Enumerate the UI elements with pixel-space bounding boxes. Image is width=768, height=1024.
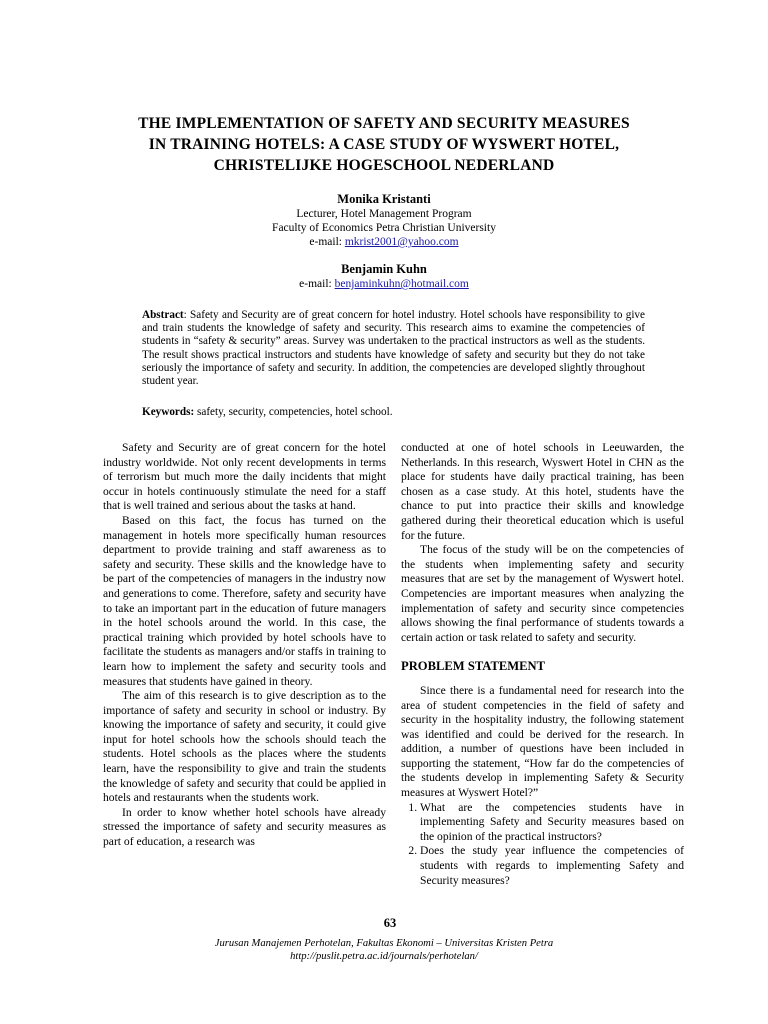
author-email-line: [100, 277, 668, 291]
author-name: Benjamin Kuhn: [341, 262, 427, 276]
footer: [100, 937, 668, 963]
footer-journal: Jurusan Manajemen Perhotelan, Fakultas Ekonomi – Universitas Kristen Petra: [214, 938, 554, 949]
body-paragraph: conducted at one of hotel schools in Leeuwarden, the Netherlands. In this research, Wyswert Hotel in CHN as the place for students have daily practical training, has been chosen as a case study. At this hotel, students have the chance to put into practice their skills and knowledge gathered during their theoretical education which is useful for the future.: [401, 441, 684, 542]
keywords-label: Keywords:: [142, 406, 195, 418]
abstract-label: Abstract: [142, 309, 184, 321]
author-role: Lecturer, Hotel Management Program: [296, 208, 472, 220]
abstract: [142, 309, 645, 388]
body-paragraph: In order to know whether hotel schools have already stressed the importance of safety and security measures as part of education, a research was: [103, 805, 386, 849]
list-item: 2. Does the study year influence the competencies of students with regards to implementing Safety and Security measures?: [420, 844, 684, 888]
body-paragraph: Safety and Security are of great concern for the hotel industry worldwide. Not only recent developments in terms of terrorism but much more the daily incidents that might occur in hotels continuously stimulate the need for a staff that is well trained and serious about the tasks at hand.: [103, 441, 386, 513]
list-item: 1. What are the competencies students have in implementing Safety and Security measures based on the opinion of the practical instructors?: [420, 801, 684, 845]
author-name: Monika Kristanti: [337, 192, 431, 206]
author-email-link[interactable]: mkrist2001@yahoo.com: [344, 236, 459, 248]
section-heading: PROBLEM STATEMENT: [401, 659, 546, 674]
body-paragraph: Based on this fact, the focus has turned on the management in hotels more specifically human resources department to provide training and staff awareness as to safety and security. These skills and the knowledge have to be part of the competencies of managers in the industry now and generations to come. Therefore, safety and security have to take an important part in the education of future managers in the hotel schools around the world. In this case, the practical training which provided by hotel schools have to facilitate the students as managers and/or staffs in training to learn how to implement the safety and security tools and measures that students have gained in theory.: [103, 513, 386, 688]
paper-title: [100, 113, 668, 176]
left-column: [103, 441, 386, 850]
body-paragraph: The focus of the study will be on the competencies of the students when implementing safety and security measures that are set by the management of Wyswert hotel. Competencies are important measures when analyzing the implementation of safety and security since competencies allows showing the final performance of students towards a certain action or task related to safety and security.: [401, 543, 684, 644]
right-column: [401, 441, 684, 888]
author-block-2: [100, 261, 668, 291]
email-label: e-mail:: [309, 236, 345, 248]
body-paragraph: Since there is a fundamental need for research into the area of student competencies in the field of safety and security in the hospitality industry, the following statement was identified and could be derived for the research. In addition, a number of questions have been included in supporting the statement, “How far do the competencies of the students develop in implementing Safety & Security measures at Wyswert Hotel?”: [401, 683, 684, 800]
email-label: e-mail:: [299, 278, 335, 290]
body-paragraph: The aim of this research is to give description as to the importance of safety and security in school or industry. By knowing the importance of safety and security, it could give input for hotel schools how the schools should teach the students. Hotel schools as the places where the students learn, have the responsibility to give and train the students the knowledge of safety and security that could be applied in hotels and restaurants when the students work.: [103, 689, 386, 805]
question-list: [401, 801, 684, 889]
author-block-1: [100, 191, 668, 249]
author-email-link[interactable]: benjaminkuhn@hotmail.com: [334, 278, 469, 290]
author-email-line: [100, 235, 668, 249]
title-line: CHRISTELIJKE HOGESCHOOL NEDERLAND: [213, 157, 555, 174]
keywords: [142, 405, 645, 419]
abstract-text: : Safety and Security are of great concern for hotel industry. Hotel schools have responsibility to give and train students the knowledge of safety and security. This research aims to examine the competencies of students in “safety & security” areas. Survey was undertaken to the practical instructors as well as the students. The result shows practical instructors and students have knowledge of safety and security but they do not take seriously the importance of safety and security. In addition, the competencies are developed slightly throughout student year.: [142, 309, 645, 388]
title-line: IN TRAINING HOTELS: A CASE STUDY OF WYSWERT HOTEL,: [148, 136, 620, 153]
title-line: THE IMPLEMENTATION OF SAFETY AND SECURITY MEASURES: [138, 115, 630, 132]
page-number: 63: [383, 916, 397, 930]
keywords-text: safety, security, competencies, hotel school.: [194, 406, 393, 418]
footer-url: http://puslit.petra.ac.id/journals/perhotelan/: [290, 951, 478, 962]
author-affiliation: Faculty of Economics Petra Christian University: [272, 222, 496, 234]
